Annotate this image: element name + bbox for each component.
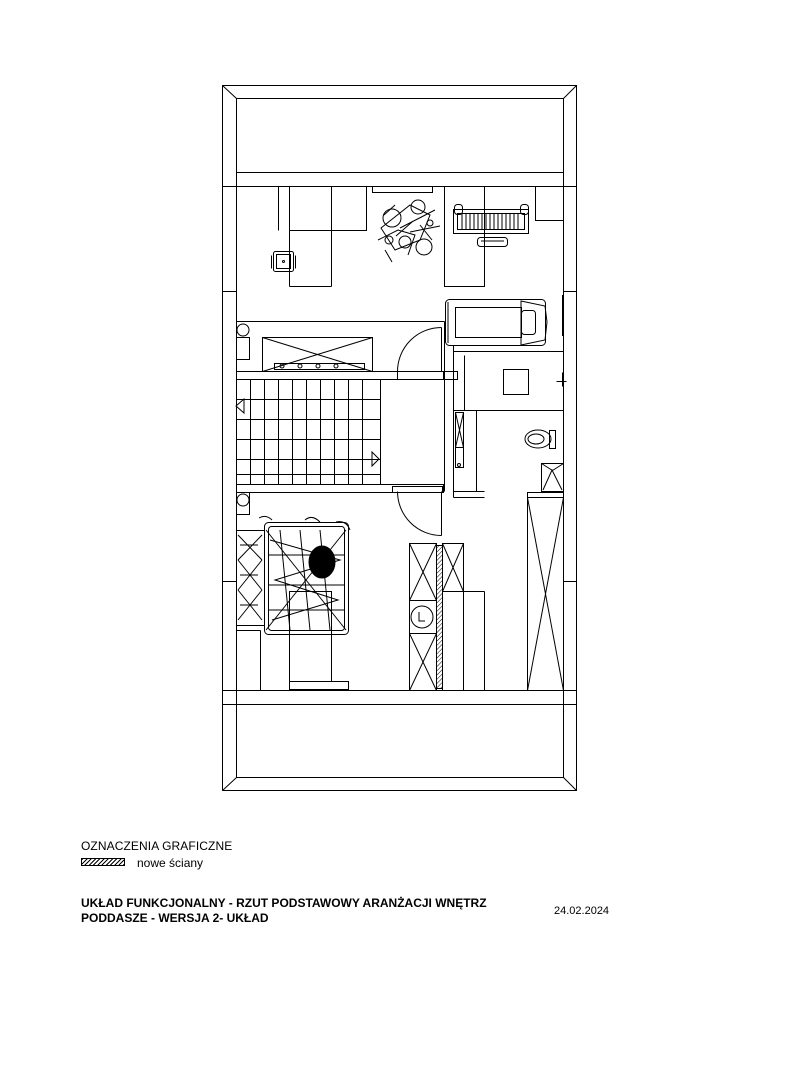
sofa-icon [454, 205, 529, 247]
wall-markers [223, 187, 577, 691]
treadmill-icon [446, 300, 548, 346]
door-upper-icon [398, 328, 442, 372]
drawing-title: UKŁAD FUNKCJONALNY - RZUT PODSTAWOWY ARANŻACJI WNĘTRZ [81, 896, 487, 910]
outer-walls [223, 86, 577, 791]
lower-wardrobe [410, 544, 485, 691]
legend-title: OZNACZENIA GRAFICZNE [81, 839, 233, 853]
chair-icon [272, 252, 296, 272]
toilet-icon [525, 430, 556, 449]
shower-icon [542, 464, 564, 492]
exercise-bike-icon [378, 200, 440, 262]
date-fragment: 24.02.2024 [554, 905, 610, 917]
new-wall-hatched [437, 546, 443, 689]
upper-wardrobe [237, 324, 373, 372]
drawing-subtitle: PODDASZE - WERSJA 2- UKŁAD [81, 911, 269, 925]
bed-icon [237, 516, 351, 634]
door-lower-icon [398, 492, 442, 536]
staircase [236, 380, 381, 485]
lower-right-cabinet [528, 493, 564, 691]
hatch-swatch-icon [81, 858, 125, 866]
partition-walls [237, 322, 564, 498]
upper-room [237, 187, 564, 336]
legend-item-label: nowe ściany [137, 856, 204, 870]
bathroom [456, 370, 567, 468]
